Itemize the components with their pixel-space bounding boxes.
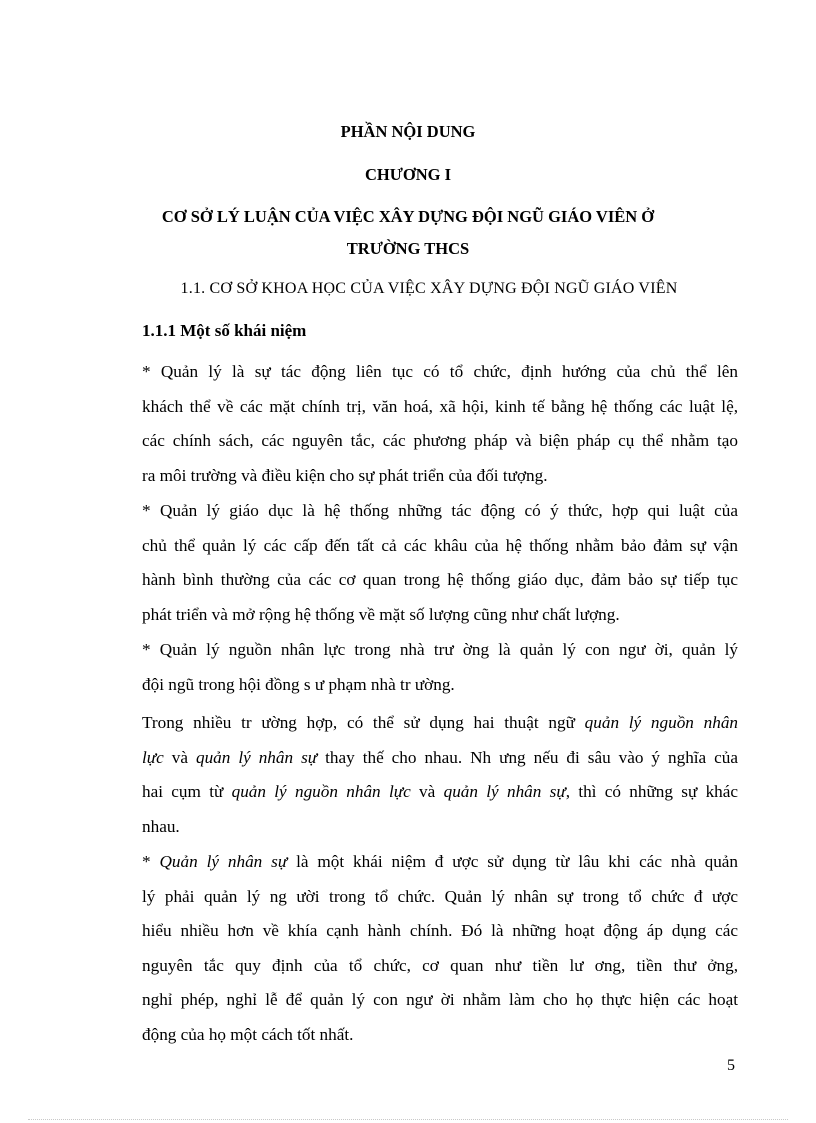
paragraph-line: * Quản lý giáo dục là hệ thống những tác động có ý thức, hợp qui luật của [142, 501, 738, 520]
paragraph-education-management [142, 494, 738, 632]
paragraph-line: hai cụm từ quản lý nguồn nhân lực và quản lý nhân sự, thì có những sự khác [142, 782, 738, 801]
paragraph-line: lý phải quản lý ng ười trong tổ chức. Quản lý nhân sự trong tổ chức đ ược [142, 886, 738, 906]
paragraph-line: nhau. [142, 816, 180, 836]
paragraph-terminology [142, 706, 738, 844]
paragraph-line: nguyên tắc quy định của tổ chức, cơ quan như tiền lư ơng, tiền thư ởng, [142, 955, 738, 975]
paragraph-line: khách thể về các mặt chính trị, văn hoá, xã hội, kinh tế bằng hệ thống các luật lệ, [142, 396, 738, 416]
paragraph-management-definition [142, 355, 738, 493]
paragraph-line: * Quản lý là sự tác động liên tục có tổ chức, định hướng của chủ thể lên [142, 362, 738, 381]
paragraph-line: * Quản lý nhân sự là một khái niệm đ ược sử dụng từ lâu khi các nhà quản [142, 852, 738, 871]
paragraph-line: phát triển và mở rộng hệ thống về mặt số lượng cũng như chất lượng. [142, 604, 620, 624]
paragraph-line: đội ngũ trong hội đồng s ư phạm nhà tr ường. [142, 674, 455, 694]
part-title: PHẦN NỘI DUNG [340, 122, 476, 141]
subsection-title: 1.1.1 Một số khái niệm [142, 321, 307, 340]
paragraph-line: lực và quản lý nhân sự thay thế cho nhau. Nh ưng nếu đi sâu vào ý nghĩa của [142, 747, 738, 767]
chapter-title-line-1: CƠ SỞ LÝ LUẬN CỦA VIỆC XÂY DỰNG ĐỘI NGŨ GIÁO VIÊN Ở [161, 207, 655, 226]
paragraph-line: Trong nhiều tr ường hợp, có thể sử dụng hai thuật ngữ quản lý nguồn nhân [142, 713, 738, 732]
page-bottom-divider [28, 1119, 788, 1120]
paragraph-human-resources-school [142, 633, 738, 702]
paragraph-personnel-management [142, 845, 738, 1052]
paragraph-line: chủ thể quản lý các cấp đến tất cả các khâu của hệ thống nhằm bảo đảm sự vận [142, 535, 738, 555]
chapter-label: CHƯƠNG I [364, 165, 451, 184]
paragraph-line: động của họ một cách tốt nhất. [142, 1024, 354, 1044]
section-title: 1.1. CƠ SỞ KHOA HỌC CỦA VIỆC XÂY DỰNG ĐỘI NGŨ GIÁO VIÊN [180, 280, 678, 297]
paragraph-line: hành bình thường của các cơ quan trong hệ thống giáo dục, đảm bảo sự tiếp tục [142, 570, 738, 589]
page-number: 5 [727, 1057, 735, 1074]
paragraph-line: nghỉ phép, nghỉ lễ để quản lý con ngư ời nhằm làm cho họ thực hiện các hoạt [142, 990, 738, 1009]
paragraph-line: * Quản lý nguồn nhân lực trong nhà trư ờng là quản lý con ngư ời, quản lý [142, 640, 738, 659]
paragraph-line: hiểu nhiều hơn về khía cạnh hành chính. Đó là những hoạt động áp dụng các [142, 921, 738, 940]
chapter-title-line-2: TRƯỜNG THCS [346, 239, 470, 258]
paragraph-line: ra môi trường và điều kiện cho sự phát triển của đối tượng. [142, 465, 548, 485]
paragraph-line: các chính sách, các nguyên tắc, các phương pháp và biện pháp cụ thể nhằm tạo [142, 431, 738, 450]
